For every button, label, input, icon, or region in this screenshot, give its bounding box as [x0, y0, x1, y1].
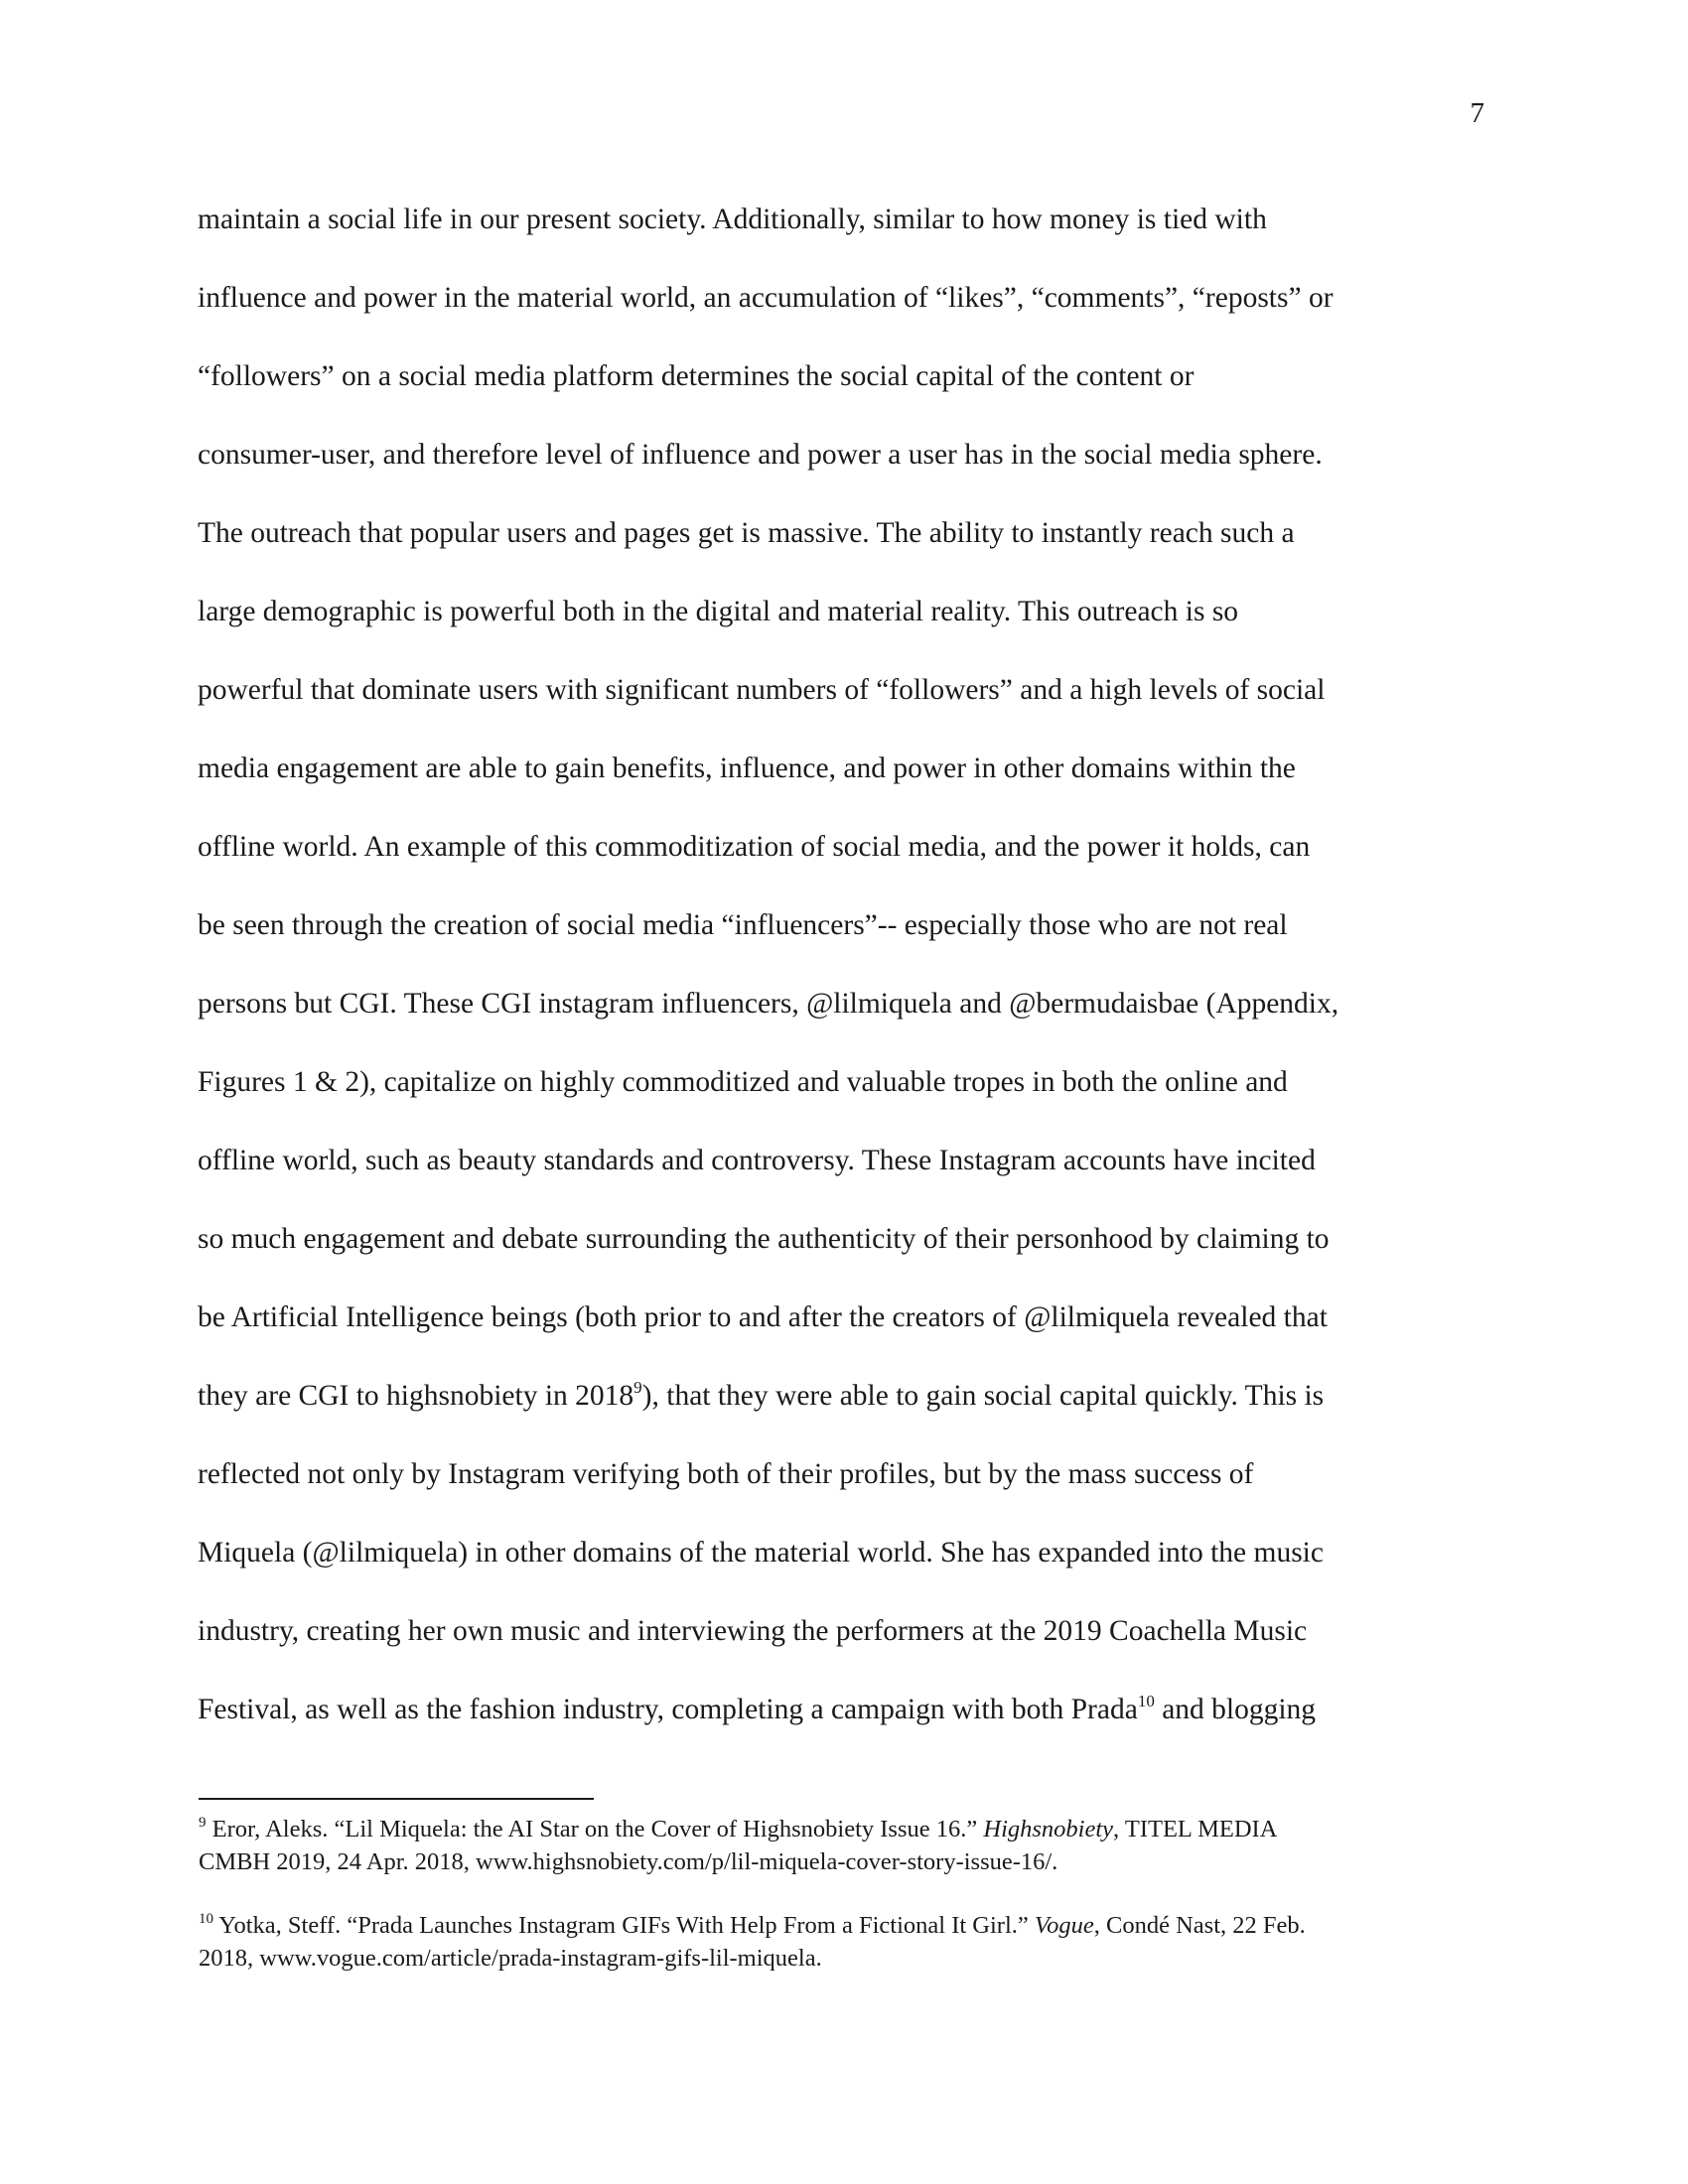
footnote-line	[199, 1813, 1489, 1845]
footnote-separator	[199, 1798, 594, 1800]
footnote-source-title: Highsnobiety	[983, 1816, 1114, 1843]
footnote-reference-10: 10	[1137, 1692, 1155, 1710]
footnote-marker: 9	[199, 1815, 207, 1831]
footnotes	[199, 1813, 1489, 1975]
footnote-9	[199, 1813, 1489, 1878]
body-text-segment: they are CGI to highsnobiety in 2018	[198, 1380, 634, 1412]
footnote-reference-9: 9	[633, 1378, 642, 1397]
body-line: media engagement are able to gain benefits, influence, and power in other domains within the	[198, 752, 1296, 784]
body-text-segment: ), that they were able to gain social capital quickly. This is	[641, 1380, 1325, 1412]
body-line: consumer-user, and therefore level of influence and power a user has in the social media sphere.	[198, 439, 1323, 471]
page-number: 7	[1470, 97, 1484, 129]
body-text-segment: Festival, as well as the fashion industry, completing a campaign with both Prada	[198, 1694, 1138, 1725]
body-line	[198, 1374, 1488, 1452]
body-line: be seen through the creation of social media “influencers”-- especially those who are not real	[198, 909, 1288, 941]
footnote-text: , TITEL MEDIA	[1113, 1816, 1278, 1843]
body-line: offline world, such as beauty standards and controversy. These Instagram accounts have incited	[198, 1145, 1316, 1176]
body-line: industry, creating her own music and interviewing the performers at the 2019 Coachella Music	[198, 1615, 1308, 1647]
footnote-text: Eror, Aleks. “Lil Miquela: the AI Star on the Cover of Highsnobiety Issue 16.”	[206, 1816, 984, 1843]
body-text-segment: and blogging	[1154, 1694, 1317, 1725]
body-text	[198, 198, 1488, 1766]
footnote-line	[199, 1909, 1489, 1942]
body-line: be Artificial Intelligence beings (both prior to and after the creators of @lilmiquela revealed that	[198, 1301, 1328, 1333]
footnote-line: 2018, www.vogue.com/article/prada-instagram-gifs-lil-miquela.	[199, 1945, 822, 1972]
body-line: large demographic is powerful both in the digital and material reality. This outreach is so	[198, 596, 1239, 627]
body-line: so much engagement and debate surrounding the authenticity of their personhood by claiming to	[198, 1223, 1330, 1255]
body-line: Miquela (@lilmiquela) in other domains of the material world. She has expanded into the music	[198, 1537, 1324, 1569]
body-line: “followers” on a social media platform determines the social capital of the content or	[198, 360, 1195, 392]
footnote-10	[199, 1909, 1489, 1975]
footnote-text: , Condé Nast, 22 Feb.	[1093, 1912, 1306, 1939]
body-line	[198, 1688, 1488, 1766]
body-line: Figures 1 & 2), capitalize on highly commoditized and valuable tropes in both the online and	[198, 1066, 1288, 1098]
body-line: powerful that dominate users with significant numbers of “followers” and a high levels of social	[198, 674, 1326, 706]
body-line: maintain a social life in our present society. Additionally, similar to how money is tied with	[198, 204, 1267, 235]
body-line: offline world. An example of this commoditization of social media, and the power it holds, can	[198, 831, 1311, 863]
body-line: reflected not only by Instagram verifying both of their profiles, but by the mass success of	[198, 1458, 1254, 1490]
footnote-text: Yotka, Steff. “Prada Launches Instagram GIFs With Help From a Fictional It Girl.”	[213, 1912, 1035, 1939]
body-line: The outreach that popular users and pages get is massive. The ability to instantly reach such a	[198, 517, 1295, 549]
body-line: persons but CGI. These CGI instagram influencers, @lilmiquela and @bermudaisbae (Appendix,	[198, 988, 1339, 1020]
footnote-source-title: Vogue	[1034, 1912, 1094, 1939]
body-line: influence and power in the material world, an accumulation of “likes”, “comments”, “reposts” or	[198, 282, 1334, 314]
footnote-line: CMBH 2019, 24 Apr. 2018, www.highsnobiety.com/p/lil-miquela-cover-story-issue-16/.	[199, 1848, 1058, 1875]
footnote-marker: 10	[199, 1911, 213, 1927]
